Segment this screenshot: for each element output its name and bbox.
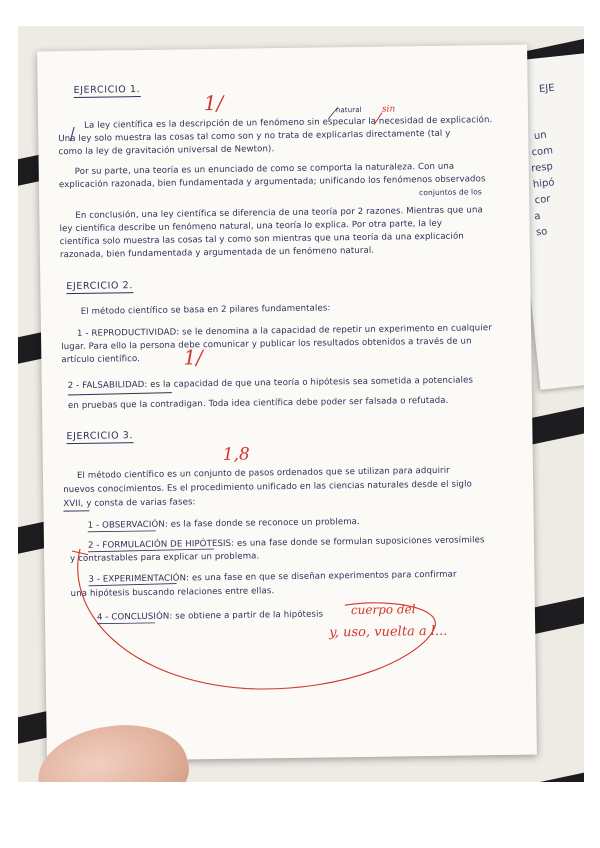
exercise-2-line: en pruebas que la contradigan. Toda idea científica debe poder ser falsada o refutada. (67, 395, 449, 412)
exercise-1-line: Una ley solo muestra las cosas tal como son y no trata de explicarlas directamente (tal y (58, 128, 451, 145)
side-sheet-text: un (533, 129, 548, 143)
red-correction-note: y, uso, vuelta a l... (329, 623, 448, 641)
exercise-2-line: artículo científico. (61, 354, 141, 366)
side-sheet-text: cor (534, 193, 551, 207)
exercise-3-line: 2 - FORMULACIÓN DE HIPÓTESIS: es una fase donde se formulan suposiciones verosímiles (87, 535, 485, 551)
exercise-2-line: 1 - REPRODUCTIVIDAD: se le denomina a la capacidad de repetir un experimento en cualquier (76, 323, 492, 339)
exercise-1-line: como la ley de gravitación universal de Newton). (58, 144, 275, 158)
exercise-2-line: 2 - FALSABILIDAD: es la capacidad de que una teoría o hipótesis sea sometida a potenciales (67, 375, 474, 392)
handwritten-sheet (37, 45, 537, 762)
exercise-1-line: razonada, bien fundamentada y argumentada de un fenómeno natural. (59, 245, 375, 261)
exercise-3-line: 3 - EXPERIMENTACIÓN: es una fase en que se diseñan experimentos para confirmar (88, 569, 457, 585)
exercise-3-line: 4 - CONCLUSIÓN: se obtiene a partir de la hipótesis (96, 609, 324, 623)
exercise-3-line: una hipótesis buscando relaciones entre ellas. (70, 586, 275, 600)
photo-background (18, 26, 584, 782)
exercise-1-line: Por su parte, una teoría es un enunciado de como se comporta la naturaleza. Con una (74, 161, 455, 177)
exercise-2-intro: El método científico se basa en 2 pilares fundamentales: (80, 303, 331, 317)
insert-sin: sin (381, 104, 396, 115)
exercise-2-heading: EJERCICIO 2. (66, 280, 134, 293)
side-sheet-text: hipó (532, 177, 556, 191)
exercise-1-line: En conclusión, una ley científica se diferencia de una teoría por 2 razones. Mientras que una (75, 205, 483, 221)
exercise-1-line: científica solo muestra las cosas tal y como son mientras que una teoría da una explicación (59, 231, 464, 248)
side-sheet-text: com (531, 145, 554, 159)
exercise-3-line: XVII, y consta de varias fases: (63, 497, 196, 510)
insert-natural: natural (335, 105, 362, 115)
side-sheet-text: EJE (538, 82, 556, 96)
exercise-1-grade: 1/ (203, 90, 224, 116)
red-correction-note: cuerpo del (350, 602, 416, 618)
exercise-3-grade: 1,8 (222, 444, 250, 465)
side-sheet-text: a (533, 210, 542, 223)
exercise-2-grade: 1/ (183, 345, 203, 370)
red-pen-marks (37, 45, 537, 762)
exercise-3-line: El método científico es un conjunto de pasos ordenados que se utilizan para adquirir (76, 465, 450, 481)
exercise-3-heading: EJERCICIO 3. (66, 430, 134, 443)
side-sheet-text: so (535, 226, 548, 239)
exercise-3-line: nuevos conocimientos. Es el procedimiento unificado en las ciencias naturales desde el siglo (63, 479, 473, 496)
exercise-3-line: y contrastables para explicar un problema. (70, 551, 260, 565)
insert-conjuntos: conjuntos de los (419, 187, 482, 198)
exercise-3-line: 1 - OBSERVACIÓN: es la fase donde se reconoce un problema. (87, 516, 360, 531)
exercise-1-line: explicación razonada, bien fundamentada y argumentada; unificando los fenómenos observados (58, 174, 486, 191)
side-sheet-text: resp (530, 161, 554, 175)
exercise-2-line: lugar. Para ello la persona debe comunicar y publicar los resultados obtenidos a través de un (61, 336, 472, 353)
exercise-1-heading: EJERCICIO 1. (73, 84, 141, 96)
exercise-1-line: La ley científica es la descripción de un fenómeno sin especular la necesidad de explicación. (84, 115, 493, 131)
exercise-1-line: ley científica describe un fenómeno natural, una teoría lo explica. Por otra parte, la ley (59, 218, 443, 235)
